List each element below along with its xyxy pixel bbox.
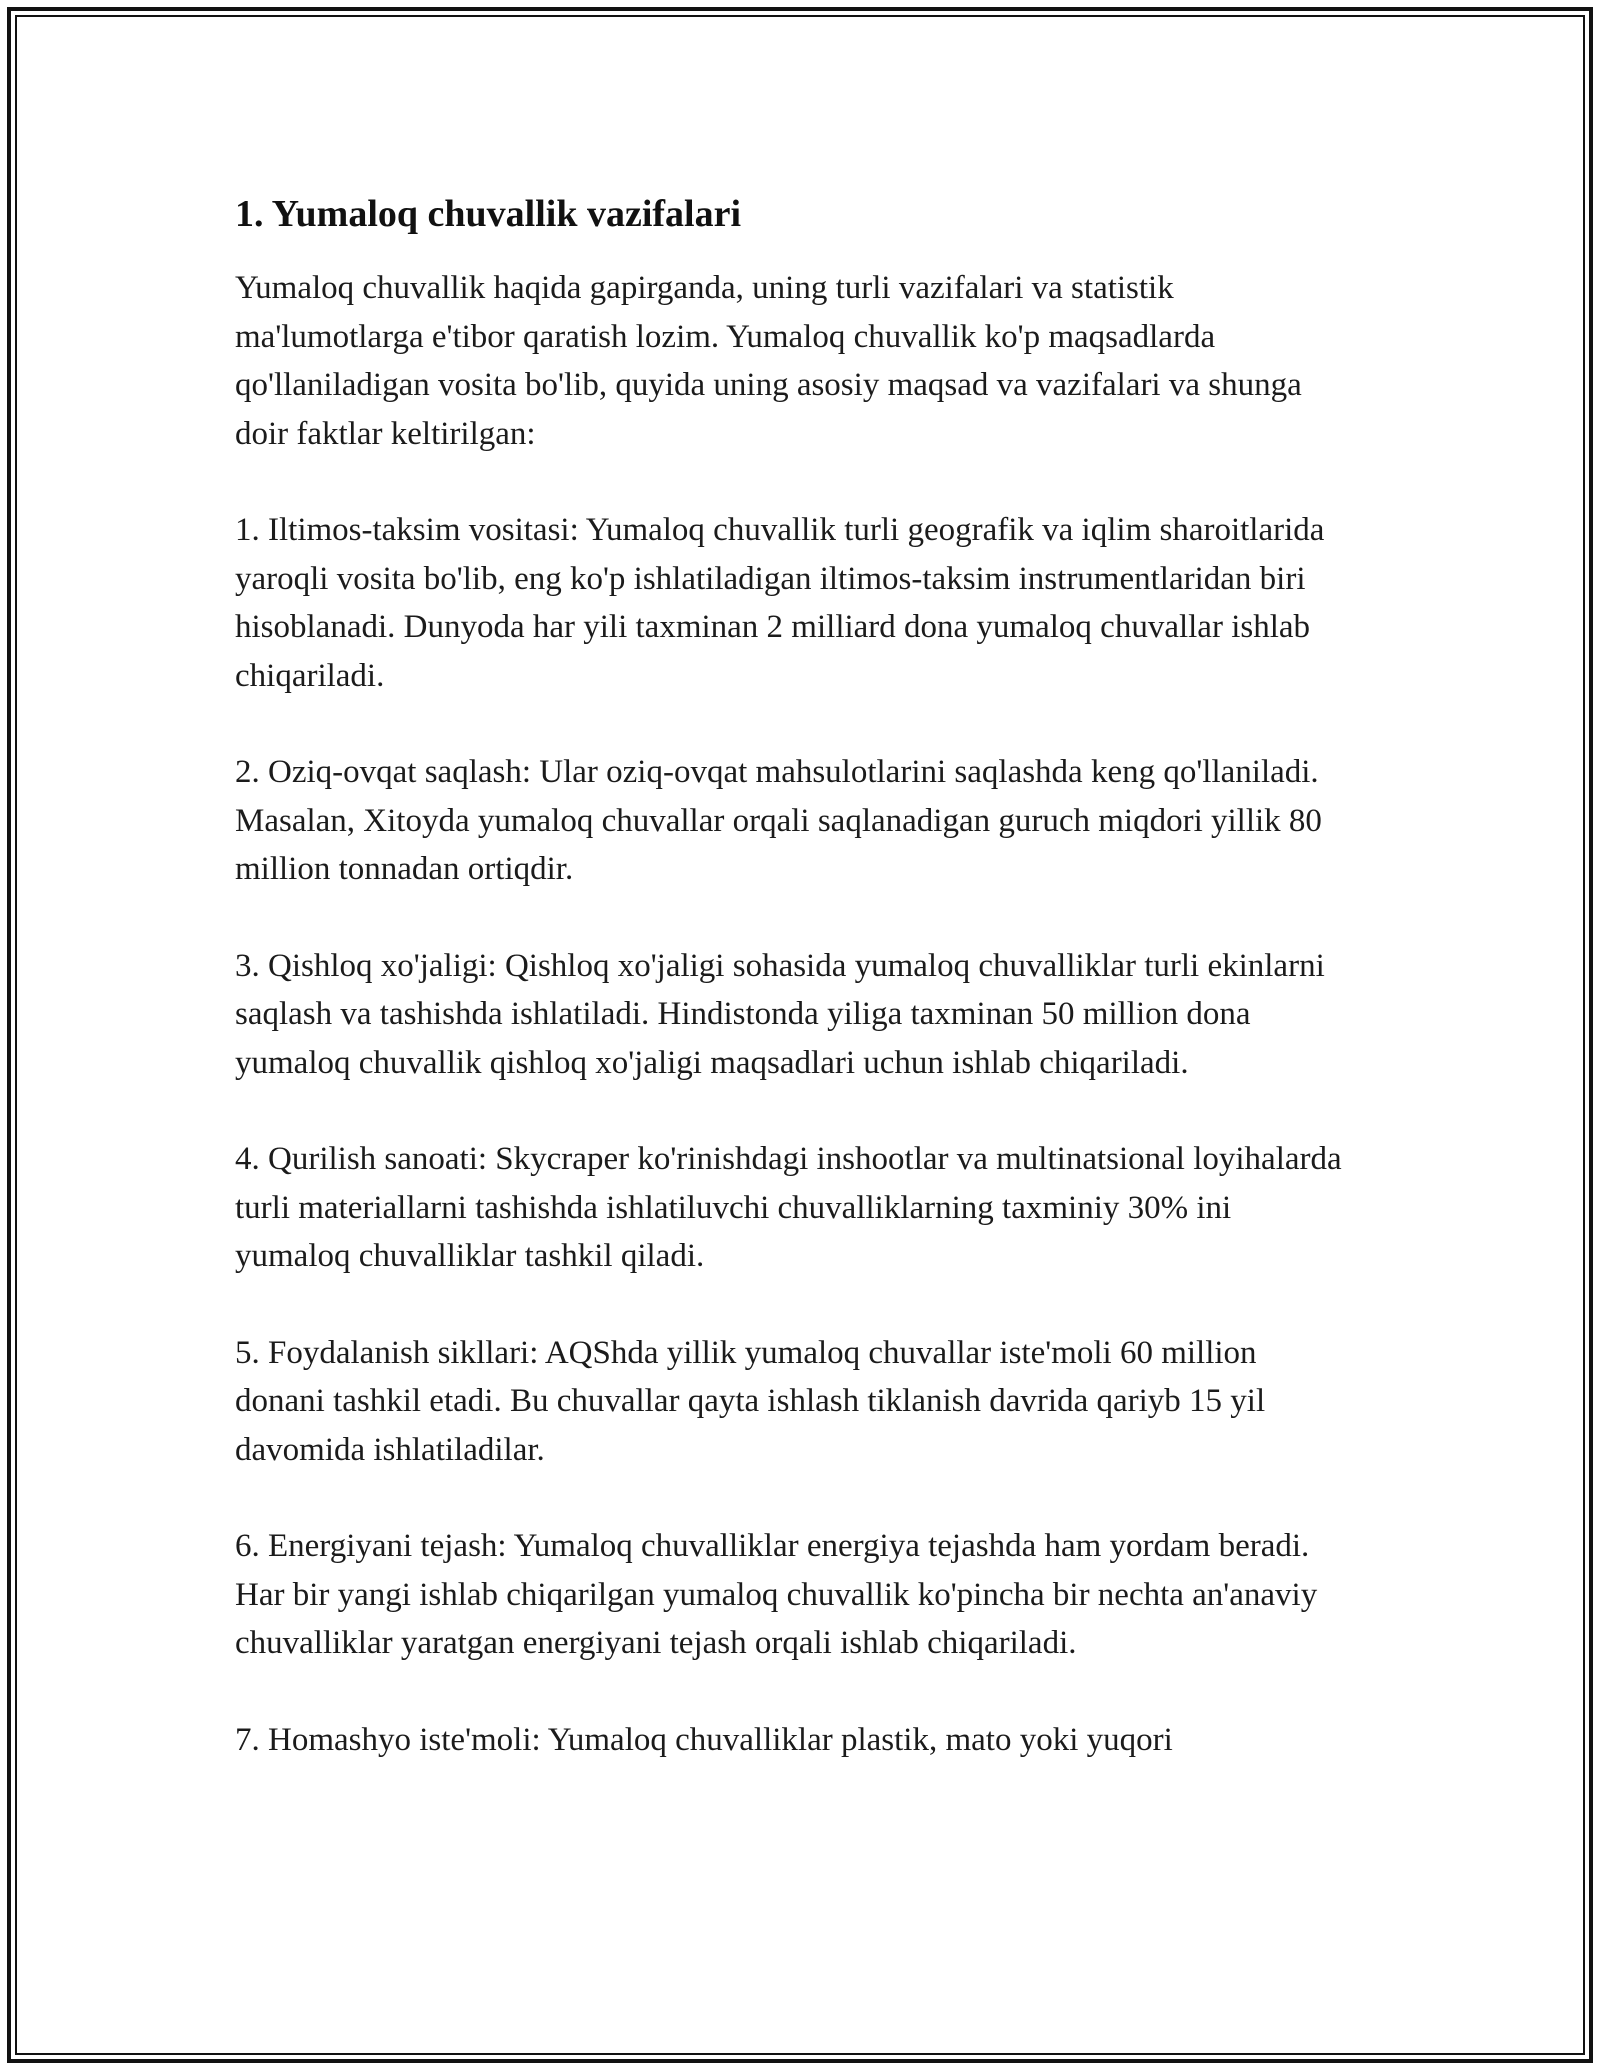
- list-item-1: 1. Iltimos-taksim vositasi: Yumaloq chuvallik turli geografik va iqlim sharoitlarida yaroqli vosita bo'lib, eng ko'p ishlatiladigan iltimos-taksim instrumentlaridan biri hisoblanadi. Dunyoda har yili taxminan 2 milliard dona yumaloq chuvallar ishlab chiqariladi.: [235, 512, 1325, 694]
- list-item-4: 4. Qurilish sanoati: Skycraper ko'rinishdagi inshootlar va multinatsional loyihalarda turli materiallarni tashishda ishlatiluvchi chuvalliklarning taxminiy 30% ini yumaloq chuvalliklar tashkil qiladi.: [235, 1141, 1342, 1274]
- list-item-6: 6. Energiyani tejash: Yumaloq chuvalliklar energiya tejashda ham yordam beradi. Har bir yangi ishlab chiqarilgan yumaloq chuvallik ko'pincha bir nechta an'anaviy chuvalliklar yaratgan energiyani tejash orqali ishlab chiqariladi.: [235, 1528, 1318, 1661]
- document-body: [235, 186, 1345, 1812]
- section-heading: 1. Yumaloq chuvallik vazifalari: [235, 193, 742, 235]
- intro-paragraph: Yumaloq chuvallik haqida gapirganda, uning turli vazifalari va statistik ma'lumotlarga e'tibor qaratish lozim. Yumaloq chuvallik ko'p maqsadlarda qo'llaniladigan vosita bo'lib, quyida uning asosiy maqsad va vazifalari va shunga doir faktlar keltirilgan:: [235, 270, 1302, 452]
- list-item-3: 3. Qishloq xo'jaligi: Qishloq xo'jaligi sohasida yumaloq chuvalliklar turli ekinlarni saqlash va tashishda ishlatiladi. Hindistonda yiliga taxminan 50 million dona yumaloq chuvallik qishloq xo'jaligi maqsadlari uchun ishlab chiqariladi.: [235, 947, 1325, 1081]
- list-item-5: 5. Foydalanish sikllari: AQShda yillik yumaloq chuvallar iste'moli 60 million donani tashkil etadi. Bu chuvallar qayta ishlash tiklanish davrida qariyb 15 yil davomida ishlatiladilar.: [235, 1334, 1266, 1468]
- list-item-7: 7. Homashyo iste'moli: Yumaloq chuvalliklar plastik, mato yoki yuqori: [235, 1721, 1173, 1758]
- list-item-2: 2. Oziq-ovqat saqlash: Ular oziq-ovqat mahsulotlarini saqlashda keng qo'llaniladi. Masalan, Xitoyda yumaloq chuvallar orqali saqlanadigan guruch miqdori yillik 80 million tonnadan ortiqdir.: [235, 754, 1322, 887]
